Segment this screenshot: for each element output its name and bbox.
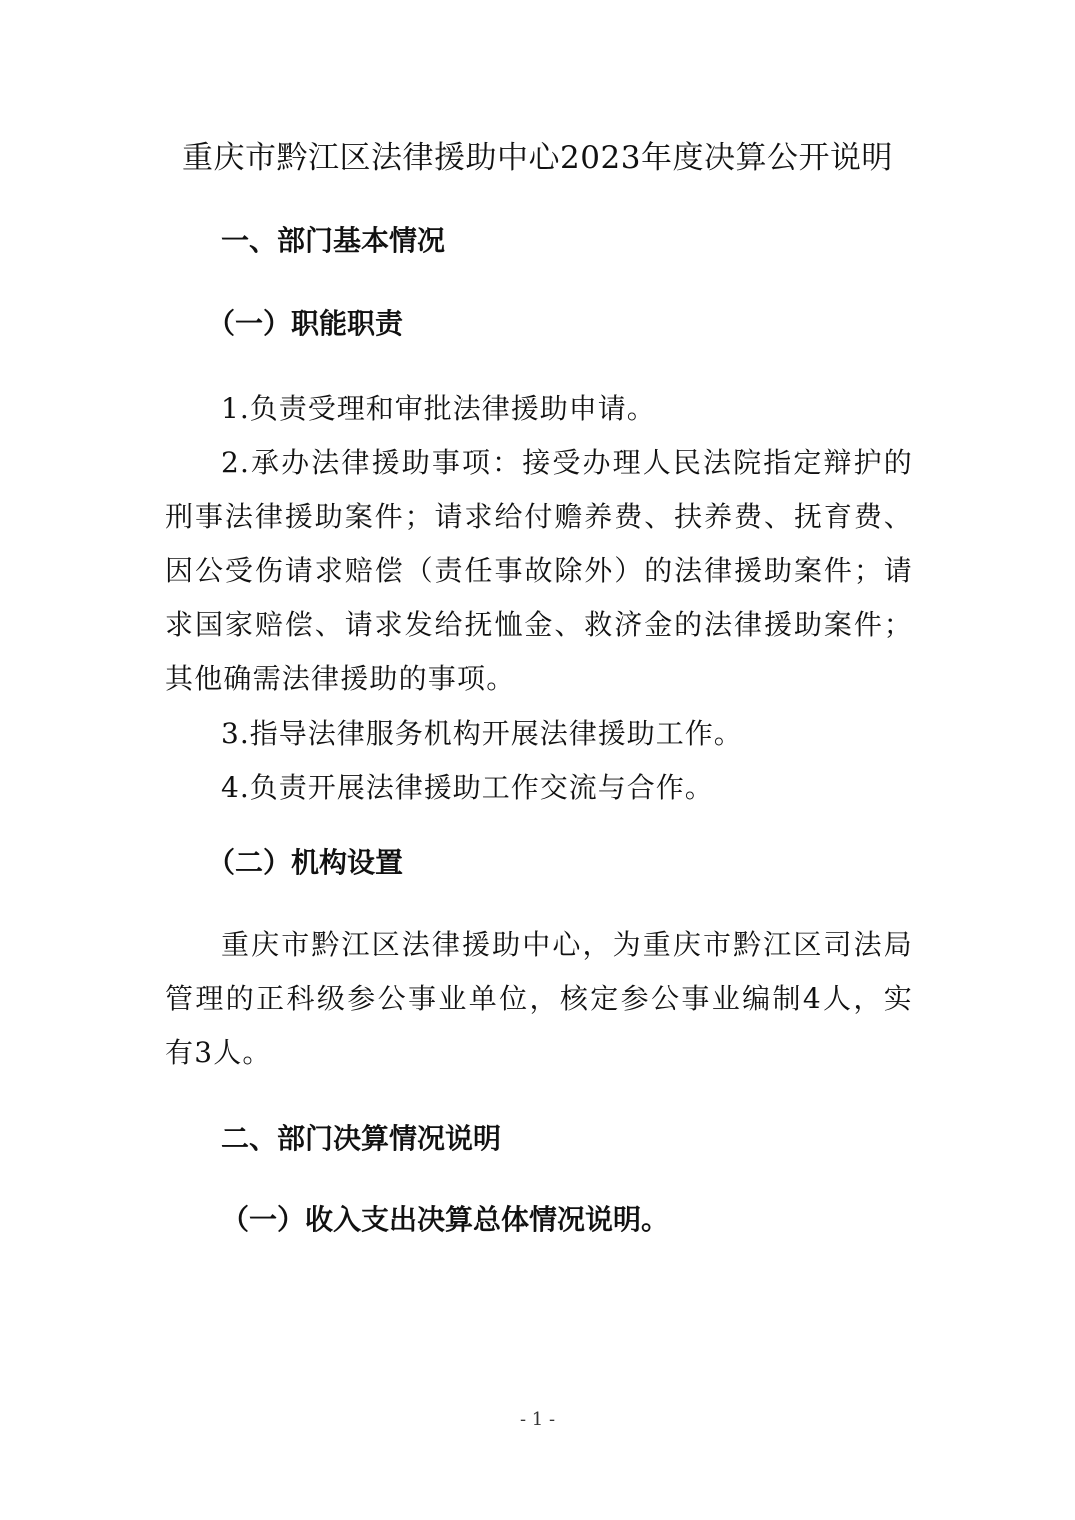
duty-item-4: 4.负责开展法律援助工作交流与合作。 bbox=[221, 771, 714, 804]
subsection-heading-duties: （一）职能职责 bbox=[207, 307, 404, 340]
duty-item-1: 1.负责受理和审批法律援助申请。 bbox=[221, 392, 656, 425]
page-number: - 1 - bbox=[519, 1409, 556, 1430]
duty-item-3: 3.指导法律服务机构开展法律援助工作。 bbox=[221, 717, 743, 750]
document-title: 重庆市黔江区法律援助中心2023年度决算公开说明 bbox=[182, 140, 893, 176]
section-heading-basic-info: 一、部门基本情况 bbox=[221, 224, 446, 257]
subsection-heading-income-expense: （一）收入支出决算总体情况说明。 bbox=[221, 1203, 670, 1236]
subsection-heading-organization: （二）机构设置 bbox=[207, 846, 404, 879]
section-heading-final-accounts: 二、部门决算情况说明 bbox=[221, 1122, 502, 1155]
organization-description: 重庆市黔江区法律援助中心，为重庆市黔江区司法局管理的正科级参公事业单位，核定参公事业编制4人，实有3人。 bbox=[165, 928, 913, 1069]
duty-item-2: 2.承办法律援助事项：接受办理人民法院指定辩护的刑事法律援助案件；请求给付赡养费、扶养费、抚育费、因公受伤请求赔偿（责任事故除外）的法律援助案件；请求国家赔偿、请求发给抚恤金、救济金的法律援助案件；其他确需法律援助的事项。 bbox=[165, 446, 913, 695]
